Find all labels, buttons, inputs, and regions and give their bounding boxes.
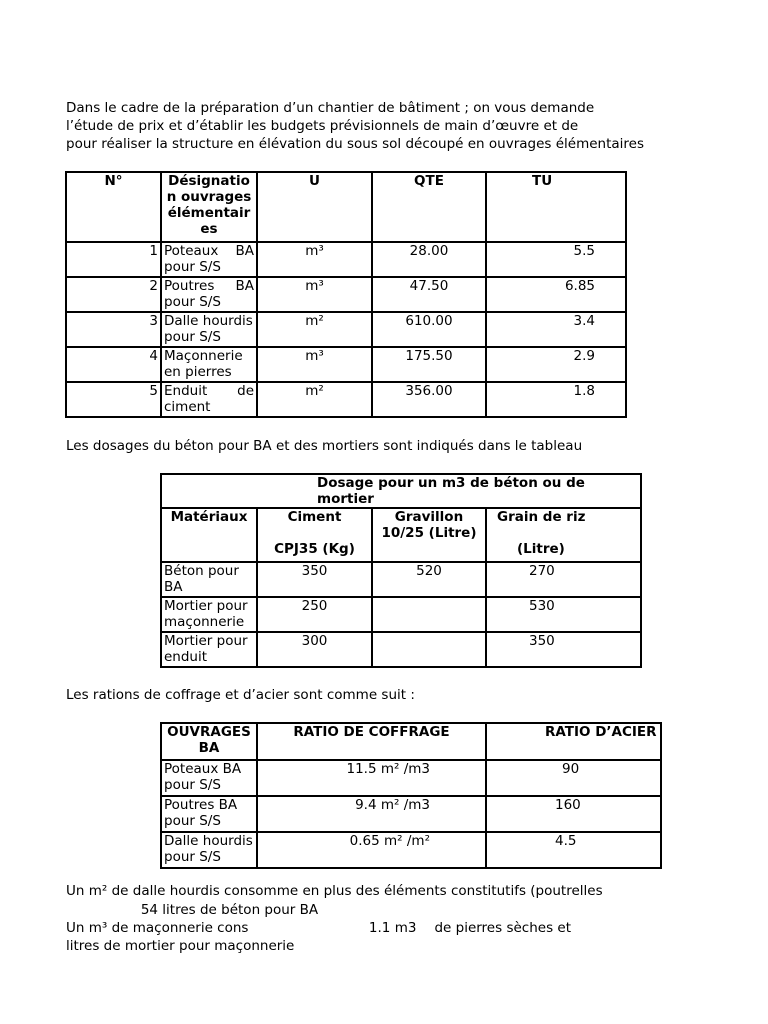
footer-line-4: litres de mortier pour maçonnerie	[66, 938, 295, 954]
cell-acier: 160	[486, 796, 661, 832]
ratios-table	[160, 722, 662, 869]
table-row	[161, 632, 641, 667]
intro-line-3: pour réaliser la structure en élévation du sous sol découpé en ouvrages élémentaires	[66, 136, 645, 152]
cell-ciment: 350	[257, 562, 372, 597]
header-designation: Désignation ouvrages élémentaires	[161, 172, 257, 242]
header-u: U	[257, 172, 372, 242]
header-materiaux: Matériaux	[161, 508, 257, 562]
cell-gravillon	[372, 597, 486, 632]
cell-u: m³	[257, 347, 372, 382]
cell-n: 4	[66, 347, 161, 382]
table-row	[66, 312, 626, 347]
ratios-header-row	[161, 723, 661, 760]
cell-coffrage: 9.4 m² /m3	[257, 796, 486, 832]
intro-line-1: Dans le cadre de la préparation d’un chantier de bâtiment ; on vous demande	[66, 100, 595, 116]
cell-grain: 530	[486, 597, 641, 632]
header-qte: QTE	[372, 172, 486, 242]
table-row	[161, 562, 641, 597]
cell-ouvrage: Poutres BA pour S/S	[161, 796, 257, 832]
cell-coffrage: 11.5 m² /m3	[257, 760, 486, 796]
cell-ouvrage: Dalle hourdis pour S/S	[161, 832, 257, 868]
footer-line-1: Un m² de dalle hourdis consomme en plus des éléments constitutifs (poutrelles	[66, 883, 603, 899]
cell-u: m³	[257, 277, 372, 312]
dosage-intro: Les dosages du béton pour BA et des mortiers sont indiqués dans le tableau	[66, 438, 583, 454]
header-n: N°	[66, 172, 161, 242]
cell-tu: 2.9	[486, 347, 626, 382]
cell-grain: 270	[486, 562, 641, 597]
ouvrages-table	[65, 171, 627, 418]
footer-line-2: 54 litres de béton pour BA	[140, 902, 319, 918]
cell-ciment: 300	[257, 632, 372, 667]
cell-u: m²	[257, 382, 372, 417]
cell-materiau: Béton pour BA	[161, 562, 257, 597]
dosage-header-row	[161, 508, 641, 562]
table-row	[66, 242, 626, 277]
dosage-title: Dosage pour un m3 de béton ou de mortier	[161, 474, 641, 508]
dosage-table	[160, 473, 642, 668]
cell-u: m²	[257, 312, 372, 347]
header-ciment: Ciment CPJ35 (Kg)	[257, 508, 372, 562]
header-ouvrages-ba: OUVRAGES BA	[161, 723, 257, 760]
dosage-title-row	[161, 474, 641, 508]
cell-tu: 1.8	[486, 382, 626, 417]
table-row	[161, 832, 661, 868]
cell-n: 2	[66, 277, 161, 312]
cell-qte: 28.00	[372, 242, 486, 277]
cell-coffrage: 0.65 m² /m²	[257, 832, 486, 868]
cell-qte: 356.00	[372, 382, 486, 417]
cell-qte: 610.00	[372, 312, 486, 347]
header-gravillon: Gravillon 10/25 (Litre)	[372, 508, 486, 562]
intro-line-2: l’étude de prix et d’établir les budgets prévisionnels de main d’œuvre et de	[66, 118, 579, 134]
header-ratio-coffrage: RATIO DE COFFRAGE	[257, 723, 486, 760]
cell-n: 3	[66, 312, 161, 347]
footer-line-3: Un m³ de maçonnerie cons 1.1 m3 de pierres sèches et	[66, 920, 571, 936]
cell-tu: 5.5	[486, 242, 626, 277]
table-row	[66, 382, 626, 417]
cell-tu: 3.4	[486, 312, 626, 347]
table-row	[161, 597, 641, 632]
cell-tu: 6.85	[486, 277, 626, 312]
cell-u: m³	[257, 242, 372, 277]
table-row	[161, 760, 661, 796]
cell-acier: 4.5	[486, 832, 661, 868]
header-grain-de-riz: Grain de riz (Litre)	[486, 508, 641, 562]
cell-acier: 90	[486, 760, 661, 796]
cell-qte: 47.50	[372, 277, 486, 312]
cell-qte: 175.50	[372, 347, 486, 382]
cell-gravillon: 520	[372, 562, 486, 597]
cell-designation: Poteaux BA pour S/S	[161, 242, 257, 277]
cell-materiau: Mortier pour enduit	[161, 632, 257, 667]
cell-designation: Enduit de ciment	[161, 382, 257, 417]
cell-gravillon	[372, 632, 486, 667]
cell-grain: 350	[486, 632, 641, 667]
table-row	[66, 277, 626, 312]
cell-designation: Dalle hourdis pour S/S	[161, 312, 257, 347]
cell-ciment: 250	[257, 597, 372, 632]
table-row	[66, 347, 626, 382]
ratios-intro: Les rations de coffrage et d’acier sont comme suit :	[66, 687, 415, 703]
cell-n: 5	[66, 382, 161, 417]
cell-materiau: Mortier pour maçonnerie	[161, 597, 257, 632]
cell-designation: Maçonnerie en pierres	[161, 347, 257, 382]
cell-designation: Poutres BA pour S/S	[161, 277, 257, 312]
table-header-row	[66, 172, 626, 242]
cell-n: 1	[66, 242, 161, 277]
table-row	[161, 796, 661, 832]
header-tu: TU	[486, 172, 626, 242]
cell-ouvrage: Poteaux BA pour S/S	[161, 760, 257, 796]
header-ratio-acier: RATIO D’ACIER	[486, 723, 661, 760]
